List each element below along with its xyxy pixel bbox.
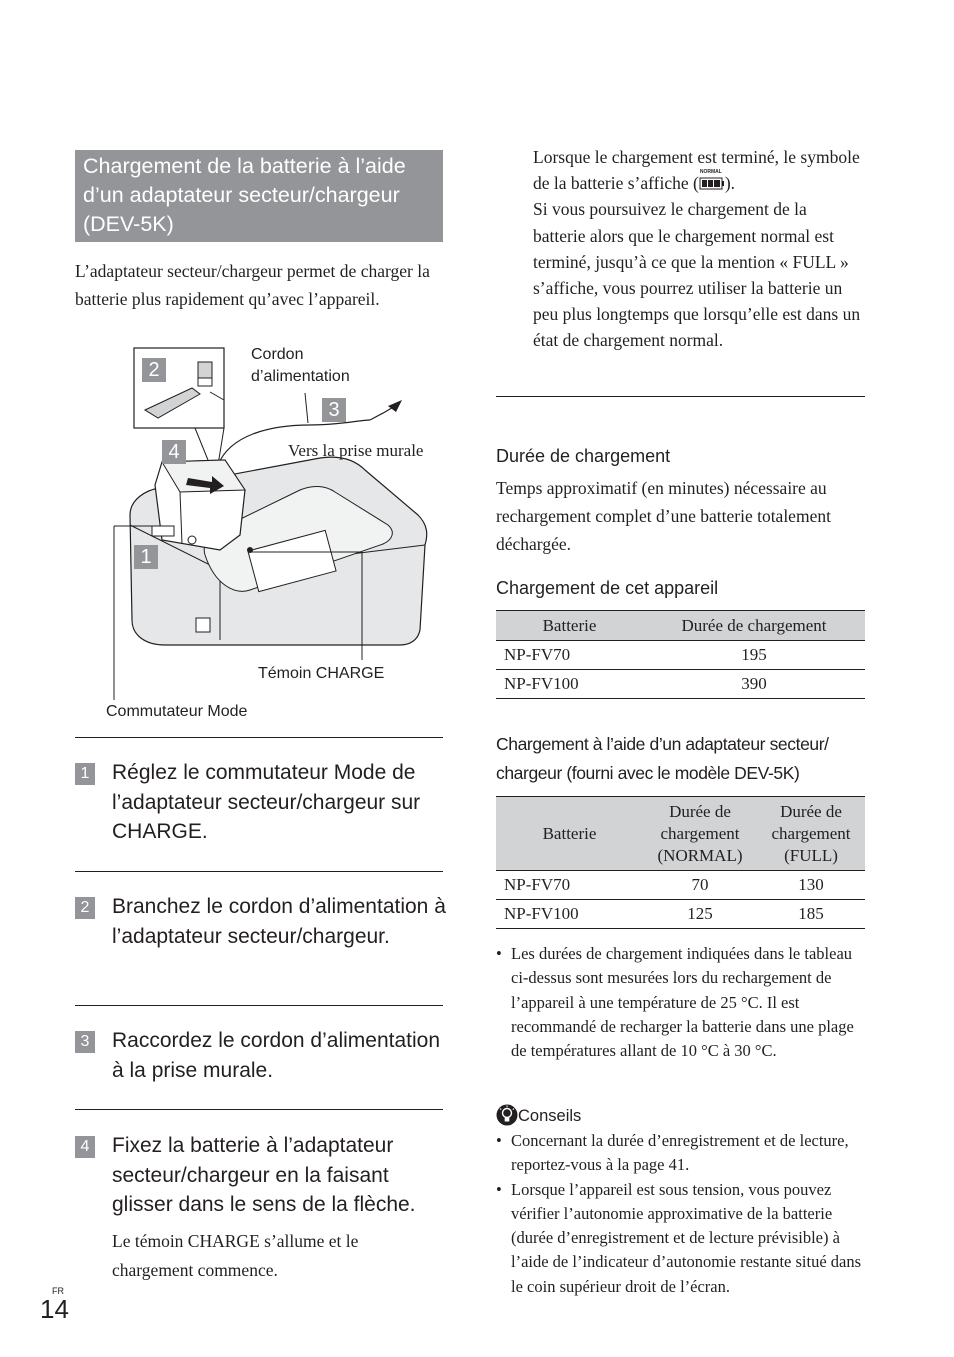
table-cell: NP-FV100: [504, 674, 579, 693]
tips-title: Conseils: [518, 1107, 582, 1125]
temperature-note: • Les durées de chargement indiquées dans le tableau ci-dessus sont mesurées lors du rechargement de l’appareil à une température de 25 °C. Il est recommandé de recharger la batterie dans une plage de températures allant de 10 °C à 30 °C.: [496, 942, 865, 1063]
figure-badge-1: 1: [134, 545, 158, 569]
table-cell: 195: [741, 645, 767, 664]
table-cell: NP-FV70: [504, 645, 571, 664]
tips-list: [496, 1129, 866, 1299]
table2-heading: Chargement à l’aide d’un adaptateur secteur/ chargeur (fourni avec le modèle DEV-5K): [496, 734, 829, 783]
callout-mode-switch: Commutateur Mode: [106, 703, 248, 720]
step-text: Fixez la batterie à l’adaptateur secteur/chargeur en la faisant glisser dans le sens de la flèche.: [112, 1134, 416, 1216]
divider: [496, 396, 865, 397]
step-number: 1: [75, 763, 95, 785]
duration-heading: Durée de chargement: [496, 446, 671, 466]
callout-wall-outlet: Vers la prise murale: [288, 441, 424, 460]
step-text: Réglez le commutateur Mode de l’adaptateur secteur/chargeur sur CHARGE.: [112, 761, 421, 843]
lightbulb-icon: [496, 1104, 518, 1126]
para-text: ).: [724, 173, 736, 194]
divider: [75, 1005, 443, 1006]
table1-heading: Chargement de cet appareil: [496, 578, 719, 598]
charge-complete-paragraph: [533, 144, 863, 354]
intro-paragraph: L’adaptateur secteur/chargeur permet de charger la batterie plus rapidement qu’avec l’appareil.: [75, 261, 430, 309]
table-header: Batterie: [496, 797, 643, 871]
table-cell: 70: [691, 875, 709, 894]
battery-normal-icon: [699, 169, 725, 190]
divider: [75, 871, 443, 872]
figure-badge-4: 4: [162, 440, 186, 464]
step-subtext: Le témoin CHARGE s’allume et le chargement commence.: [112, 1231, 359, 1280]
callout-charge-lamp: Témoin CHARGE: [258, 665, 385, 682]
callout-power-cord: Cordon d’alimentation: [251, 346, 350, 385]
step-text: Branchez le cordon d’alimentation à l’adaptateur secteur/chargeur.: [112, 895, 446, 948]
step-number: 4: [75, 1136, 95, 1158]
tip-item: • Lorsque l’appareil est sous tension, vous pouvez vérifier l’autonomie approximative de la batterie (durée d’enregistrement et de lecture prévisible) à l’aide de l’indicateur d’autonomie restante situé dans le coin supérieur droit de l’écran.: [496, 1178, 866, 1299]
language-tag: FR: [52, 1286, 64, 1296]
table-header: Durée de chargement: [643, 611, 865, 641]
section-heading: Chargement de la batterie à l’aide d’un adaptateur secteur/chargeur (DEV-5K): [75, 150, 443, 242]
full-charge-paragraph: Si vous poursuivez le chargement de la batterie alors que le chargement normal est terminé, jusqu’à ce que la mention « FULL » s’affiche, vous pourrez utiliser la batterie un peu plus longtemps que lorsqu’elle est dans un état de chargement normal.: [533, 199, 861, 351]
table-header: Durée de chargement (NORMAL): [643, 797, 757, 871]
figure-badge-2: 2: [142, 358, 166, 382]
table-cell: 130: [798, 875, 824, 894]
step-number: 3: [75, 1031, 95, 1053]
tips-title-row: [496, 1104, 581, 1128]
table-cell: 125: [687, 904, 713, 923]
table-header: Durée de chargement (FULL): [757, 797, 865, 871]
table-cell: NP-FV100: [504, 904, 579, 923]
table-adaptor-charging: [496, 796, 865, 929]
duration-text: Temps approximatif (en minutes) nécessaire au rechargement complet d’une batterie totalement déchargée.: [496, 478, 831, 554]
table-header: Batterie: [496, 611, 643, 641]
tip-item: • Concernant la durée d’enregistrement et de lecture, reportez-vous à la page 41.: [496, 1129, 866, 1178]
figure-badge-3: 3: [322, 398, 346, 422]
table-cell: 185: [798, 904, 824, 923]
battery-icon-label: NORMAL: [699, 169, 722, 176]
table-cell: 390: [741, 674, 767, 693]
step-text: Raccordez le cordon d’alimentation à la prise murale.: [112, 1029, 441, 1082]
divider: [75, 737, 443, 738]
step-number: 2: [75, 897, 95, 919]
divider: [75, 1109, 443, 1110]
table-cell: NP-FV70: [504, 875, 571, 894]
page-number: 14: [40, 1294, 69, 1324]
para-text: Lorsque le chargement est terminé, le symbole de la batterie s’affiche (: [533, 147, 860, 194]
table-camera-charging: [496, 610, 865, 699]
